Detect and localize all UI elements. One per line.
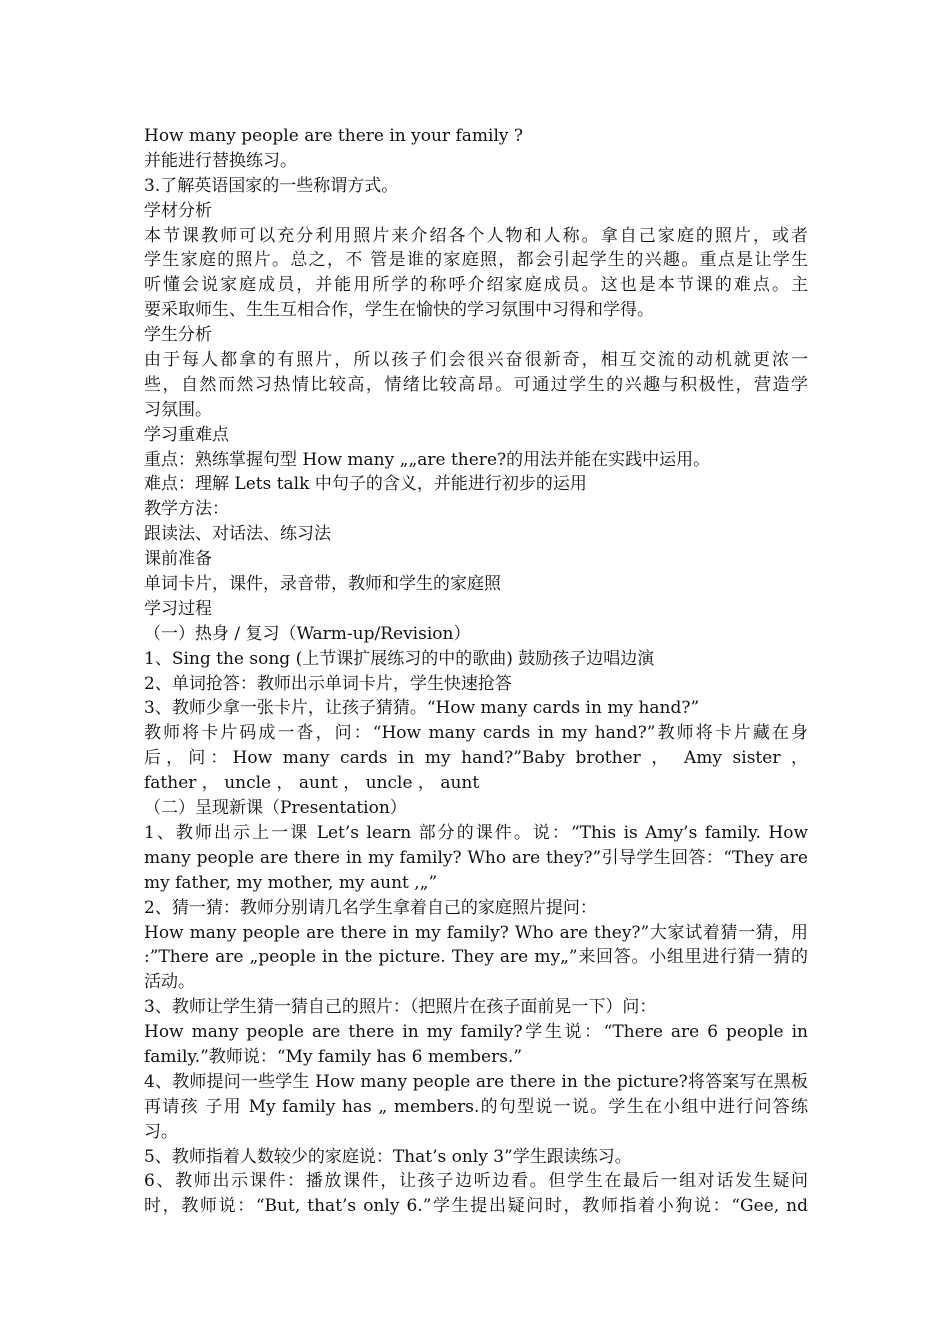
text-line: 再请孩 子用 My family has „ members.的句型说一说。学生在小组中进行问答练 <box>144 1096 808 1117</box>
text-line: 课前准备 <box>144 549 212 570</box>
text-line: many people are there in my family? Who are they?”引导学生回答：“They are <box>144 847 808 868</box>
text-line: 学习重难点 <box>144 424 229 445</box>
text-line: （一）热身 / 复习（Warm-up/Revision） <box>144 623 471 644</box>
text-line: 难点：理解 Lets talk 中句子的含义，并能进行初步的运用 <box>144 474 587 495</box>
text-line: 听懂会说家庭成员，并能用所学的称呼介绍家庭成员。这也是本节课的难点。主 <box>144 275 808 296</box>
text-line: father ， uncle ， aunt ， uncle ， aunt <box>144 773 480 794</box>
text-line: 后，问：How many cards in my hand?”Baby brother ， Amy sister ， <box>144 748 808 769</box>
text-line: How many people are there in my family? Who are they?”大家试着猜一猜，用 <box>144 922 808 943</box>
text-line: 4、教师提问一些学生 How many people are there in the picture?将答案写在黑板 <box>144 1071 808 1092</box>
text-line: 本节课教师可以充分利用照片来介绍各个人物和人称。拿自己家庭的照片，或者 <box>144 225 808 246</box>
text-line: How many people are there in your family ? <box>144 126 523 146</box>
text-line: 并能进行替换练习。 <box>144 150 297 171</box>
text-line: 习氛围。 <box>144 399 212 420</box>
text-line: 1、教师出示上一课 Let’s learn 部分的课件。说：“This is Amy’s family. How <box>144 822 808 843</box>
text-line: 活动。 <box>144 972 195 993</box>
text-line: How many people are there in my family?学生说：“There are 6 people in <box>144 1022 808 1043</box>
text-line: family.”教师说：“My family has 6 members.” <box>144 1046 523 1067</box>
text-line: 习。 <box>144 1121 178 1142</box>
text-line: 教师将卡片码成一沓，问：“How many cards in my hand?”教师将卡片藏在身 <box>144 723 808 744</box>
text-line: 单词卡片，课件，录音带，教师和学生的家庭照 <box>144 574 501 595</box>
text-line: 3.了解英语国家的一些称谓方式。 <box>144 175 399 196</box>
text-line: 2、单词抢答：教师出示单词卡片，学生快速抢答 <box>144 673 512 694</box>
text-line: 1、Sing the song (上节课扩展练习的中的歌曲) 鼓励孩子边唱边演 <box>144 648 655 669</box>
text-line: 教学方法： <box>144 499 229 520</box>
text-line: 学材分析 <box>144 200 212 221</box>
text-line: 3、教师让学生猜一猜自己的照片：（把照片在孩子面前晃一下）问： <box>144 997 657 1018</box>
text-line: 学生家庭的照片。总之，不 管是谁的家庭照，都会引起学生的兴趣。重点是让学生 <box>144 250 808 271</box>
document-body <box>144 124 808 1219</box>
text-line: （二）呈现新课（Presentation） <box>144 798 407 819</box>
text-line: 5、教师指着人数较少的家庭说：That’s only 3”学生跟读练习。 <box>144 1146 632 1167</box>
text-line: 重点：熟练掌握句型 How many „„are there?的用法并能在实践中运用。 <box>144 449 711 470</box>
text-line: 时，教师说：“But, that’s only 6.”学生提出疑问时，教师指着小狗说：“Gee, nd <box>144 1196 808 1217</box>
text-line: 3、教师少拿一张卡片，让孩子猜猜。“How many cards in my hand?” <box>144 698 700 719</box>
text-line: 学生分析 <box>144 325 212 346</box>
text-line: my father, my mother, my aunt ,„” <box>144 872 438 893</box>
text-line: 学习过程 <box>144 598 212 619</box>
text-line: 要采取师生、生生互相合作，学生在愉快的学习氛围中习得和学得。 <box>144 300 654 321</box>
text-line: 2、猜一猜：教师分别请几名学生拿着自己的家庭照片提问： <box>144 897 597 918</box>
text-line: 跟读法、对话法、练习法 <box>144 524 331 545</box>
text-line: 6、教师出示课件：播放课件，让孩子边听边看。但学生在最后一组对话发生疑问 <box>144 1171 808 1192</box>
text-line: :”There are „people in the picture. They are my„”来回答。小组里进行猜一猜的 <box>144 947 808 968</box>
text-line: 些，自然而然习热情比较高，情绪比较高昂。可通过学生的兴趣与积极性，营造学 <box>144 374 808 395</box>
text-line: 由于每人都拿的有照片，所以孩子们会很兴奋很新奇，相互交流的动机就更浓一 <box>144 350 808 371</box>
